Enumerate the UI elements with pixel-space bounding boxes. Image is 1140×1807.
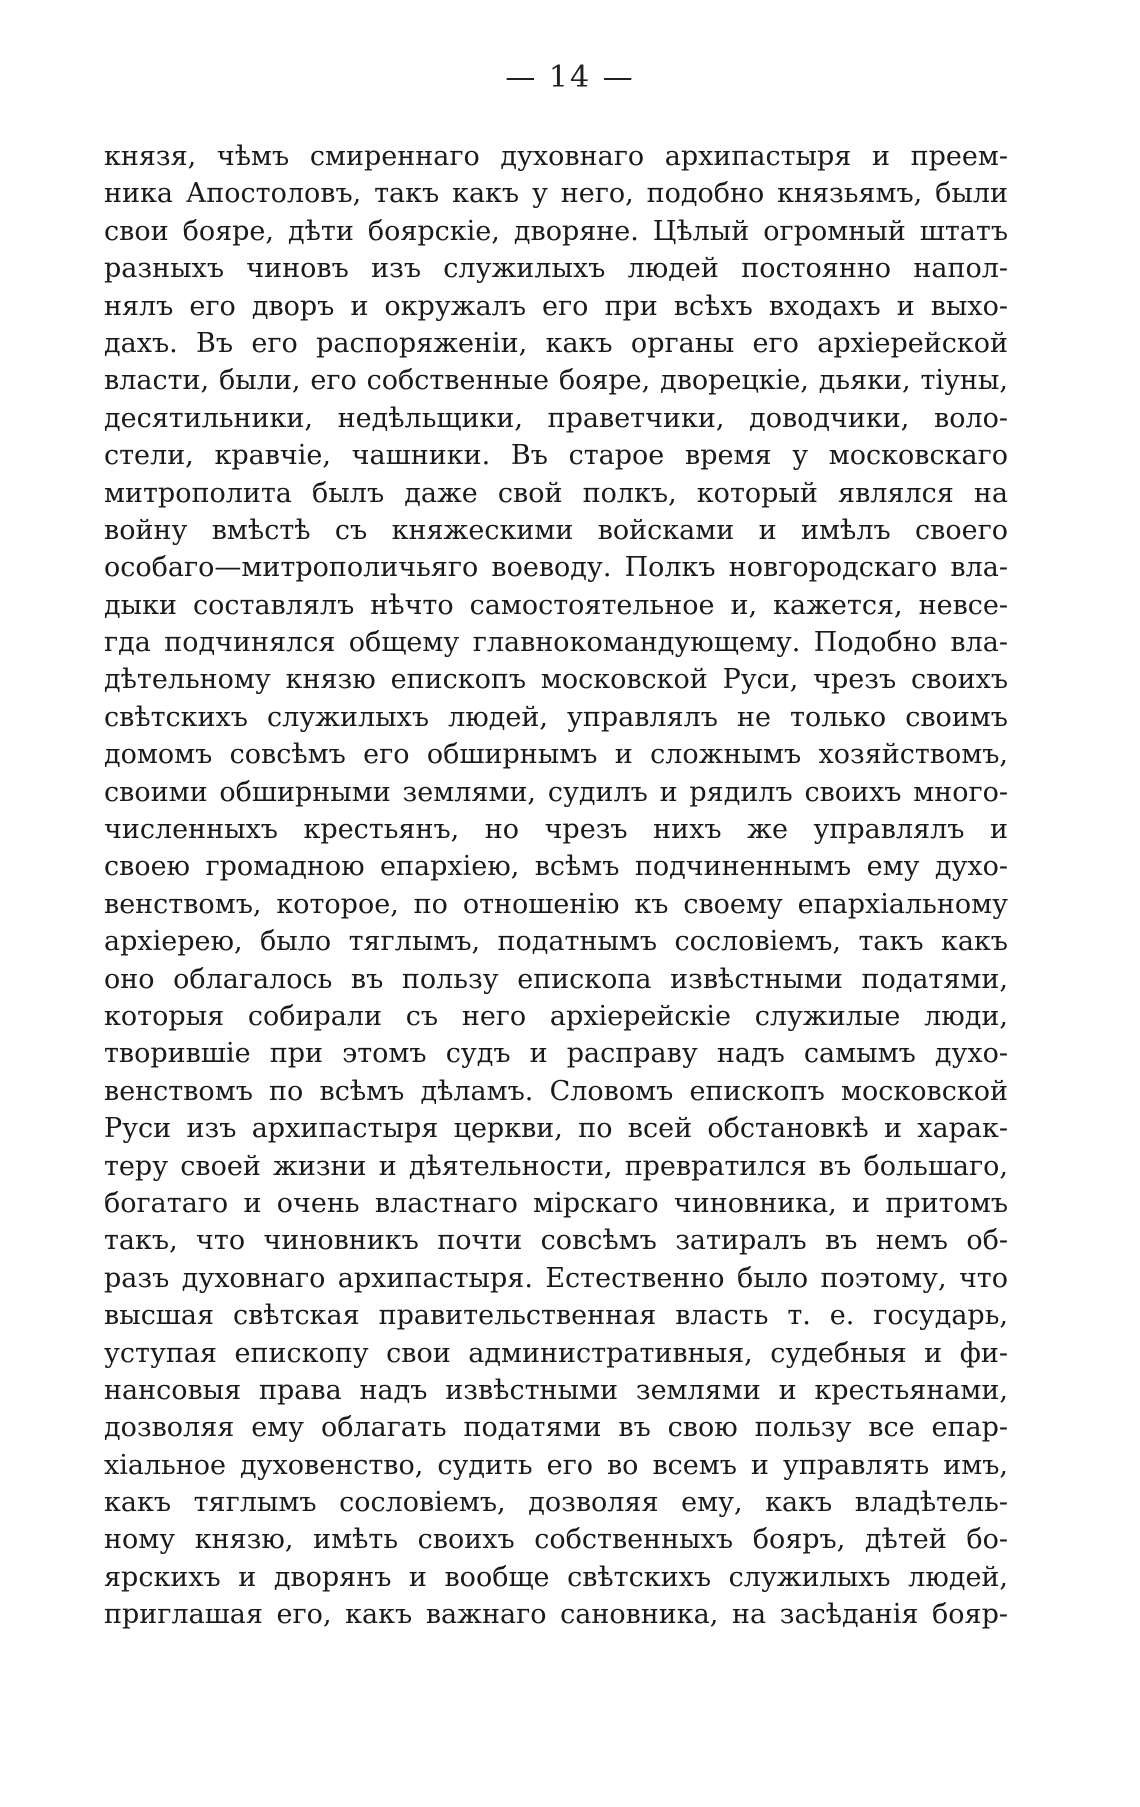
- text-line: войну вмѣстѣ съ княжескими войсками и имѣлъ своего: [104, 514, 1008, 546]
- text-line: численныхъ крестьянъ, но чрезъ нихъ же управлялъ и: [104, 814, 1008, 846]
- text-line: какъ тяглымъ сословіемъ, дозволяя ему, какъ владѣтель-: [104, 1487, 1008, 1519]
- text-line: домомъ совсѣмъ его обширнымъ и сложнымъ хозяйствомъ,: [104, 739, 1008, 771]
- text-line: такъ, что чиновникъ почти совсѣмъ затиралъ въ немъ об-: [104, 1225, 1008, 1257]
- text-line: свѣтскихъ служилыхъ людей, управлялъ не только своимъ: [104, 701, 1008, 733]
- text-line: ному князю, имѣть своихъ собственныхъ бояръ, дѣтей бо-: [104, 1524, 1008, 1556]
- text-line: десятильники, недѣльщики, праветчики, доводчики, воло-: [104, 402, 1008, 434]
- text-line: особаго—митрополичьяго воеводу. Полкъ новгородскаго вла-: [104, 552, 1008, 584]
- text-line: которыя собирали съ него архіерейскіе служилые люди,: [104, 1000, 1008, 1032]
- text-line: дозволяя ему облагать податями въ свою пользу все епар-: [104, 1412, 1008, 1444]
- text-line: ника Апостоловъ, такъ какъ у него, подобно князьямъ, были: [104, 178, 1008, 210]
- text-line: теру своей жизни и дѣятельности, превратился въ большаго,: [104, 1150, 1008, 1182]
- text-line: свои бояре, дѣти боярскіе, дворяне. Цѣлый огромный штатъ: [104, 215, 1008, 247]
- text-line: разъ духовнаго архипастыря. Естественно было поэтому, что: [104, 1262, 1008, 1294]
- text-line: гда подчинялся общему главнокомандующему. Подобно вла-: [104, 627, 1008, 659]
- text-line: стели, кравчіе, чашники. Въ старое время у московскаго: [104, 440, 1008, 472]
- text-line: приглашая его, какъ важнаго сановника, на засѣданія бояр-: [104, 1599, 1008, 1631]
- text-line: венствомъ по всѣмъ дѣламъ. Словомъ епископъ московской: [104, 1075, 1008, 1107]
- text-line: дыки составлялъ нѣчто самостоятельное и, кажется, невсе-: [104, 589, 1008, 621]
- text-line: архіерею, было тяглымъ, податнымъ сословіемъ, такъ какъ: [104, 926, 1008, 958]
- text-line: власти, были, его собственные бояре, дворецкіе, дьяки, тіуны,: [104, 365, 1008, 397]
- text-line: оно облагалось въ пользу епископа извѣстными податями,: [104, 963, 1008, 995]
- text-line: Руси изъ архипастыря церкви, по всей обстановкѣ и харак-: [104, 1113, 1008, 1145]
- text-line: дѣтельному князю епископъ московской Руси, чрезъ своихъ: [104, 664, 1008, 696]
- text-line: высшая свѣтская правительственная власть т. е. государь,: [104, 1300, 1008, 1332]
- text-line: нялъ его дворъ и окружалъ его при всѣхъ входахъ и выхо-: [104, 290, 1008, 322]
- text-line: богатаго и очень властнаго мірскаго чиновника, и притомъ: [104, 1187, 1008, 1219]
- page-number: — 14 —: [505, 60, 635, 95]
- text-line: ярскихъ и дворянъ и вообще свѣтскихъ служилыхъ людей,: [104, 1561, 1008, 1593]
- text-line: уступая епископу свои административныя, судебныя и фи-: [104, 1337, 1008, 1369]
- text-line: князя, чѣмъ смиреннаго духовнаго архипастыря и преем-: [104, 141, 1008, 172]
- text-line: венствомъ, которое, по отношенію къ своему епархіальному: [104, 888, 1008, 920]
- text-line: митрополита былъ даже свой полкъ, который являлся на: [104, 477, 1008, 509]
- text-line: хіальное духовенство, судить его во всемъ и управлять имъ,: [104, 1449, 1008, 1481]
- body-text: [104, 138, 1008, 1634]
- text-line: своею громадною епархіею, всѣмъ подчиненнымъ ему духо-: [104, 851, 1008, 883]
- text-line: своими обширными землями, судилъ и рядилъ своихъ много-: [104, 776, 1008, 808]
- text-line: нансовыя права надъ извѣстными землями и крестьянами,: [104, 1374, 1008, 1406]
- text-line: творившіе при этомъ судъ и расправу надъ самымъ духо-: [104, 1038, 1008, 1070]
- text-line: дахъ. Въ его распоряженіи, какъ органы его архіерейской: [104, 327, 1008, 359]
- text-line: разныхъ чиновъ изъ служилыхъ людей постоянно напол-: [104, 253, 1008, 285]
